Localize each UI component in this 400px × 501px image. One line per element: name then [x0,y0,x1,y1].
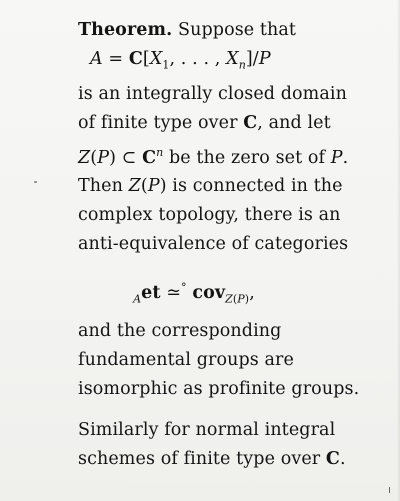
theorem-line: anti-equivalence of categories [78,234,349,255]
remark-line: Similarly for normal integral [78,420,336,441]
theorem-formula: $A = C[X_1$, . . . , $X_n]/P$ [90,49,271,72]
theorem-line: Then Z(P) is connected in the [78,176,343,197]
theorem-line: complex topology, there is an [78,205,341,226]
scan-speck [34,181,37,183]
theorem-line: and the corresponding [78,321,282,342]
remark-line: schemes of finite type over C. [78,449,346,470]
theorem-display-formula: $_A$et ≃° cov$_{Z(P)}$, [133,281,255,306]
theorem-line: fundamental groups are [78,350,294,371]
theorem-line: isomorphic as profinite groups. [78,379,360,400]
theorem-heading: Theorem. [78,20,173,40]
theorem-line: Z(P) ⊂ $C^n$ be the zero set of P. [78,145,349,168]
theorem-line: is an integrally closed domain [78,83,347,104]
paragraph-gap [78,404,388,416]
theorem-block [78,16,388,474]
theorem-first-line [78,16,388,45]
theorem-intro: Suppose that [178,20,297,40]
scan-speck [389,487,390,493]
theorem-line: of finite type over C, and let [78,112,331,133]
